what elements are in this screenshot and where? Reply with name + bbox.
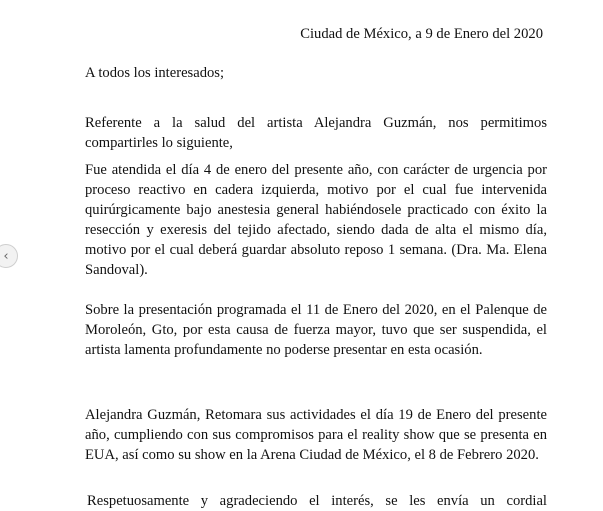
letter-closing: Respetuosamente y agradeciendo el interés, se les envía un cordial bbox=[87, 493, 547, 509]
letter-paragraph-4: Alejandra Guzmán, Retomara sus actividades el día 19 de Enero del presente año, cumpliendo con sus compromisos para el reality show que se presenta en EUA, así como su show en la Arena Ciudad de México, el 8 de Febrero 2020. bbox=[85, 407, 547, 463]
letter-date: Ciudad de México, a 9 de Enero del 2020 bbox=[300, 26, 543, 42]
letter-greeting: A todos los interesados; bbox=[85, 65, 225, 81]
letter-paragraph-1: Referente a la salud del artista Alejandra Guzmán, nos permitimos compartirles lo siguiente, bbox=[85, 115, 547, 151]
chevron-left-icon: ‹ bbox=[3, 248, 9, 264]
letter-paragraph-2: Fue atendida el día 4 de enero del presente año, con carácter de urgencia por proceso reactivo en cadera izquierda, motivo por el cual fue intervenida quirúrgicamente bajo anestesia general habiéndosele practicado con éxito la resección y exeresis del tejido afectado, siendo dada de alta el mismo día, motivo por el cual deberá guardar absoluto reposo 1 semana. (Dra. Ma. Elena Sandoval). bbox=[85, 162, 547, 278]
letter-paragraph-3: Sobre la presentación programada el 11 de Enero del 2020, en el Palenque de Moroleón, Gto, por esta causa de fuerza mayor, tuvo que ser suspendida, el artista lamenta profundamente no poderse presentar en esta ocasión. bbox=[85, 302, 547, 358]
